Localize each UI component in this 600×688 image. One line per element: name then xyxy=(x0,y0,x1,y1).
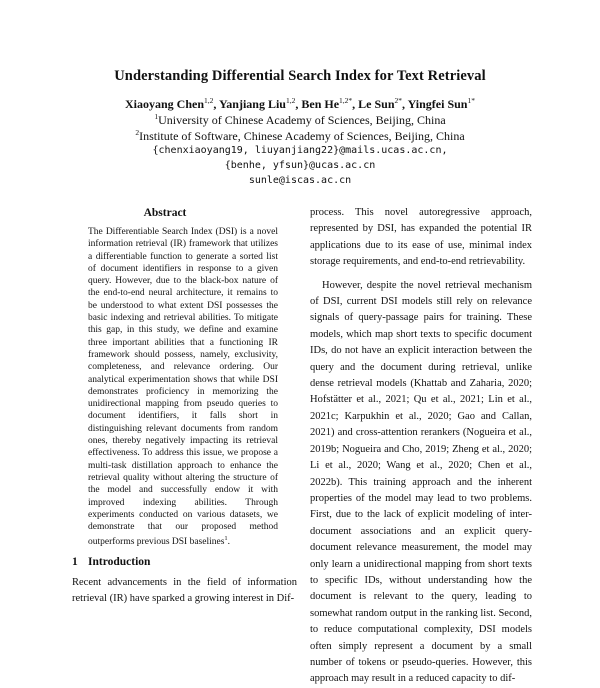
affiliation-2 xyxy=(0,128,600,144)
abstract-text: The Differentiable Search Index (DSI) is a novel information retrieval (IR) framework that utilizes a differentiable function to generate a sorted list of document identifiers in response to a given query. However, due to the black-box nature of the end-to-end neural architecture, it remains to be understood to what extent DSI possesses the basic indexing and retrieval abilities. To mitigate this gap, in this study, we define and examine three important abilities that a functioning IR framework should possess, namely, exclusivity, completeness, and relevance ordering. Our analytical experimentation shows that while DSI demonstrates proficiency in memorizing the unidirectional mapping from pseudo queries to document identifiers, it falls short in distinguishing relevant documents from random ones, thereby negatively impacting its retrieval effectiveness. To address this issue, we propose a multi-task distillation approach to enhance the retrieval quality without altering the structure of the model and successfully endow it with improved indexing abilities. Through experiments conducted on various datasets, we demonstrate that our proposed method outperforms previous DSI baselines xyxy=(88,227,278,548)
abstract-body xyxy=(88,226,278,549)
author-affil-mark: 2* xyxy=(394,96,403,105)
author-name: Yanjiang Liu xyxy=(218,97,286,111)
body-paragraph: However, despite the novel retrieval mechanism of DSI, current DSI models still rely on relevance signals of query-passage pairs for training. These models, which map short texts to specific document IDs, do not have an explicit interaction between the query and the document during retrieval, unlike dense retrieval models (Khattab and Zaharia, 2020; Hofstätter et al., 2021; Qu et al., 2021; Lin et al., 2021c; Karpukhin et al., 2020; Gao and Callan, 2021) and cross-attention rerankers (Nogueira et al., 2019b; Nogueira and Cho, 2019; Zheng et al., 2020; Li et al., 2020; Wang et al., 2020; Chen et al., 2022b). This training approach and the inherent properties of the model may lead to two problems. First, due to the lack of explicit modeling of inter-document associations and an explicit query-document relevance measurement, the model may only learn a unidirectional mapping from short texts to specific IDs, without understanding how the document is relevant to the query, leading to somewhat random output in the ranking list. Second, to reduce computational complexity, DSI models often simply represent a document by a small number of tokens or pseudo-queries. However, this approach may result in a reduced capacity to dif- xyxy=(310,279,532,685)
affiliation-mark: 2 xyxy=(135,128,140,137)
author-name: Xiaoyang Chen xyxy=(125,97,205,111)
affiliation-text: Institute of Software, Chinese Academy of Sciences, Beijing, China xyxy=(139,129,465,143)
author-name: Yingfei Sun xyxy=(407,97,468,111)
section-title: Introduction xyxy=(88,556,151,568)
introduction-text: Recent advancements in the field of information retrieval (IR) have sparked a growing interest in Dif- xyxy=(72,577,297,605)
author-email: {benhe, yfsun}@ucas.ac.cn xyxy=(224,160,376,171)
footnote-mark: 1 xyxy=(224,535,228,543)
abstract-end: . xyxy=(227,537,231,548)
author-name: Le Sun xyxy=(358,97,395,111)
author-affil-mark: 1,2 xyxy=(204,96,214,105)
paper-title: Understanding Differential Search Index for Text Retrieval xyxy=(114,68,486,84)
section-number: 1 xyxy=(72,556,78,568)
author-email: {chenxiaoyang19, liuyanjiang22}@mails.ucas.ac.cn, xyxy=(152,145,448,156)
body-paragraph: process. This novel autoregressive approach, represented by DSI, has expanded the potential IR applications due to its ease of use, minimal index storage requirements, and end-to-end retrievability. xyxy=(310,207,532,268)
right-column xyxy=(310,205,532,688)
section-heading-introduction xyxy=(72,556,272,568)
author-email: sunle@iscas.ac.cn xyxy=(248,175,352,186)
affiliation-1 xyxy=(0,112,600,128)
affiliation-mark: 1 xyxy=(154,112,159,121)
author-affil-mark: 1,2* xyxy=(339,96,353,105)
affiliation-text: University of Chinese Academy of Sciences, Beijing, China xyxy=(158,113,446,127)
author-list: Xiaoyang Chen$^{1,2}$, Yanjiang Liu$^{1,2}$, Ben $He^{1,2*}$, Le Sun$^{2*}$, Yingfei Sun$^{1*}$ xyxy=(125,96,475,111)
author-name: Ben He xyxy=(301,97,340,111)
author-affil-mark: 1,2 xyxy=(285,96,296,105)
abstract-heading: Abstract xyxy=(143,207,187,219)
author-affil-mark: 1* xyxy=(467,96,475,105)
